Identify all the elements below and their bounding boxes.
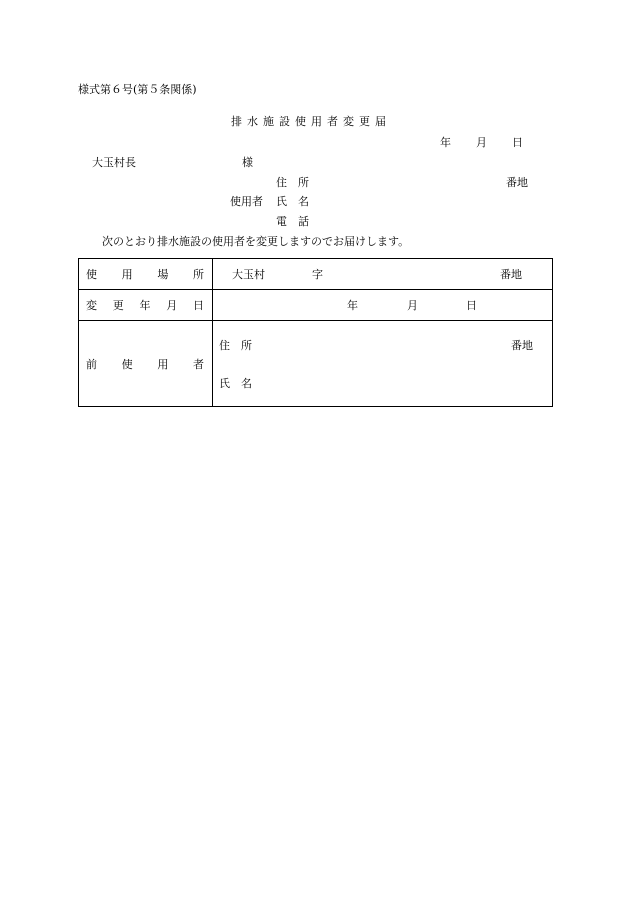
statement-text: 次のとおり排水施設の使用者を変更しますのでお届けします。 xyxy=(102,235,410,248)
change-year: 年 xyxy=(347,299,358,312)
row-usage-location xyxy=(79,259,553,290)
applicant-address-label: 住 所 xyxy=(276,176,309,189)
row-change-date xyxy=(79,290,553,321)
value-cell xyxy=(213,259,553,290)
label-cell xyxy=(79,259,213,290)
previous-address-label: 住 所 xyxy=(219,339,252,352)
applicant-phone-label: 電 話 xyxy=(276,215,309,228)
row-label-usage-location: 使 用 場 所 xyxy=(86,268,204,281)
addressee-honorific: 様 xyxy=(242,156,253,169)
aza-label: 字 xyxy=(312,268,323,281)
change-month: 月 xyxy=(407,299,418,312)
applicant-name-label: 氏 名 xyxy=(276,195,309,208)
addressee-name: 大玉村長 xyxy=(92,156,136,169)
location-suffix: 番地 xyxy=(500,268,522,281)
value-cell xyxy=(213,321,553,407)
document-title: 排水施設使用者変更届 xyxy=(231,115,391,128)
date-month: 月 xyxy=(476,136,487,149)
applicant-address-suffix: 番地 xyxy=(506,176,528,189)
label-cell xyxy=(79,321,213,407)
form-number: 様式第６号(第５条関係) xyxy=(78,83,197,96)
date-day: 日 xyxy=(512,136,523,149)
value-cell xyxy=(213,290,553,321)
row-previous-user xyxy=(79,321,553,407)
village-name: 大玉村 xyxy=(232,268,265,281)
previous-address-suffix: 番地 xyxy=(511,339,533,352)
row-label-change-date: 変 更 年 月 日 xyxy=(86,299,204,312)
form-table xyxy=(78,258,553,407)
label-cell xyxy=(79,290,213,321)
previous-name-label: 氏 名 xyxy=(219,377,252,390)
row-label-previous-user: 前 使 用 者 xyxy=(86,357,204,371)
applicant-role: 使用者 xyxy=(230,195,263,208)
change-day: 日 xyxy=(466,299,477,312)
date-year: 年 xyxy=(440,136,451,149)
